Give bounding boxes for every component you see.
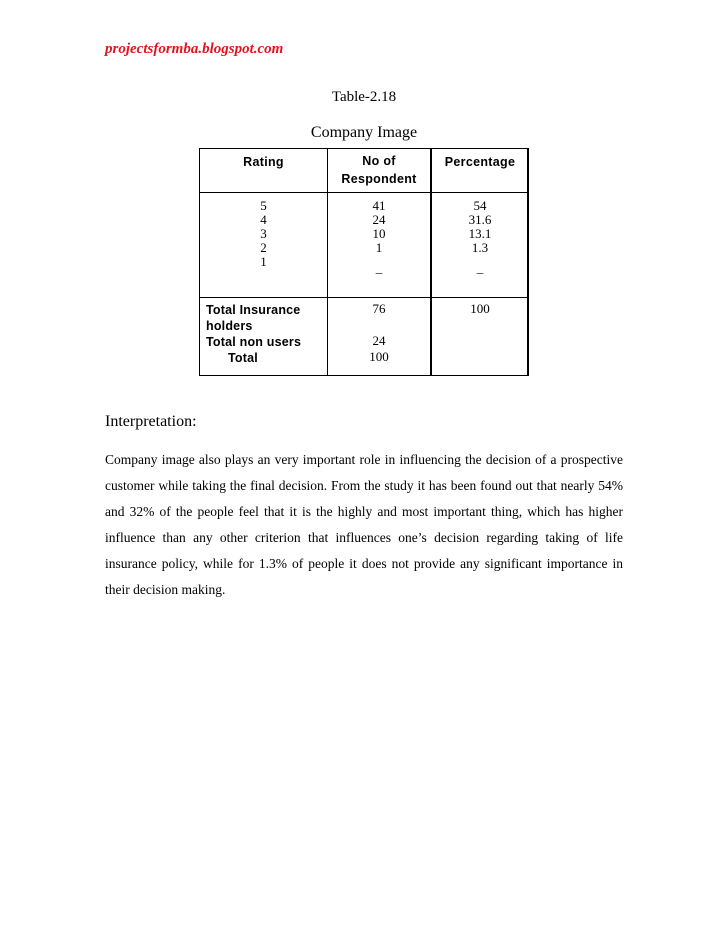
totals-percentage — [432, 301, 528, 317]
percentage-value: 31.6 — [468, 212, 492, 227]
rating-value: 5 — [260, 198, 267, 213]
header-respondents — [328, 152, 430, 188]
percentage-values — [432, 199, 528, 275]
respondent-value: 10 — [372, 226, 386, 241]
rating-value: 4 — [260, 212, 267, 227]
header-respondents-line1: No of — [362, 154, 396, 168]
rating-value: 1 — [260, 254, 267, 269]
percentage-value: 13.1 — [468, 226, 492, 241]
rating-value: 2 — [260, 240, 267, 255]
header-percentage: Percentage — [444, 155, 516, 169]
header-respondents-line2: Respondent — [341, 172, 417, 186]
interpretation-paragraph: Company image also plays an very important role in influencing the decision of a prospective customer while taking the final decision. From the study it has been found out that nearly 54% and 32% of the people feel that it is the highly and most important thing, which has higher influence than any other criterion that influences one’s decision regarding taking of life insurance policy, while for 1.3% of people it does not provide any significant importance in their decision making. — [105, 452, 623, 597]
rating-value: 3 — [260, 226, 267, 241]
total-insurance-holders-respondents: 76 — [372, 301, 386, 316]
row-divider — [200, 192, 527, 193]
respondent-value: 24 — [372, 212, 386, 227]
total-non-users-respondents: 24 — [372, 333, 386, 348]
table-caption: Company Image — [310, 124, 418, 141]
rating-values — [200, 199, 327, 269]
grand-total-respondents: 100 — [369, 349, 389, 364]
header-rating: Rating — [243, 155, 284, 169]
total-insurance-holders-label-cont: holders — [206, 319, 253, 333]
interpretation-heading: Interpretation: — [105, 413, 197, 430]
row-divider — [200, 297, 527, 298]
percentage-value: 1.3 — [471, 240, 489, 255]
table-number-text: Table-2.18 — [331, 89, 397, 105]
total-non-users-label: Total non users — [206, 335, 302, 349]
respondent-values — [328, 199, 430, 275]
total-insurance-holders-percentage: 100 — [470, 301, 490, 316]
respondent-value: _ — [375, 260, 383, 275]
blog-url-header: projectsformba.blogspot.com — [105, 41, 284, 57]
grand-total-label: Total — [228, 351, 258, 365]
totals-labels — [206, 302, 326, 366]
respondent-value: 1 — [375, 240, 383, 255]
respondent-value: 41 — [372, 198, 386, 213]
company-image-table — [199, 148, 529, 376]
totals-respondents — [328, 301, 430, 365]
total-insurance-holders-label: Total Insurance — [206, 303, 301, 317]
table-number — [0, 89, 728, 106]
percentage-value: 54 — [473, 198, 487, 213]
percentage-value: _ — [476, 260, 484, 275]
